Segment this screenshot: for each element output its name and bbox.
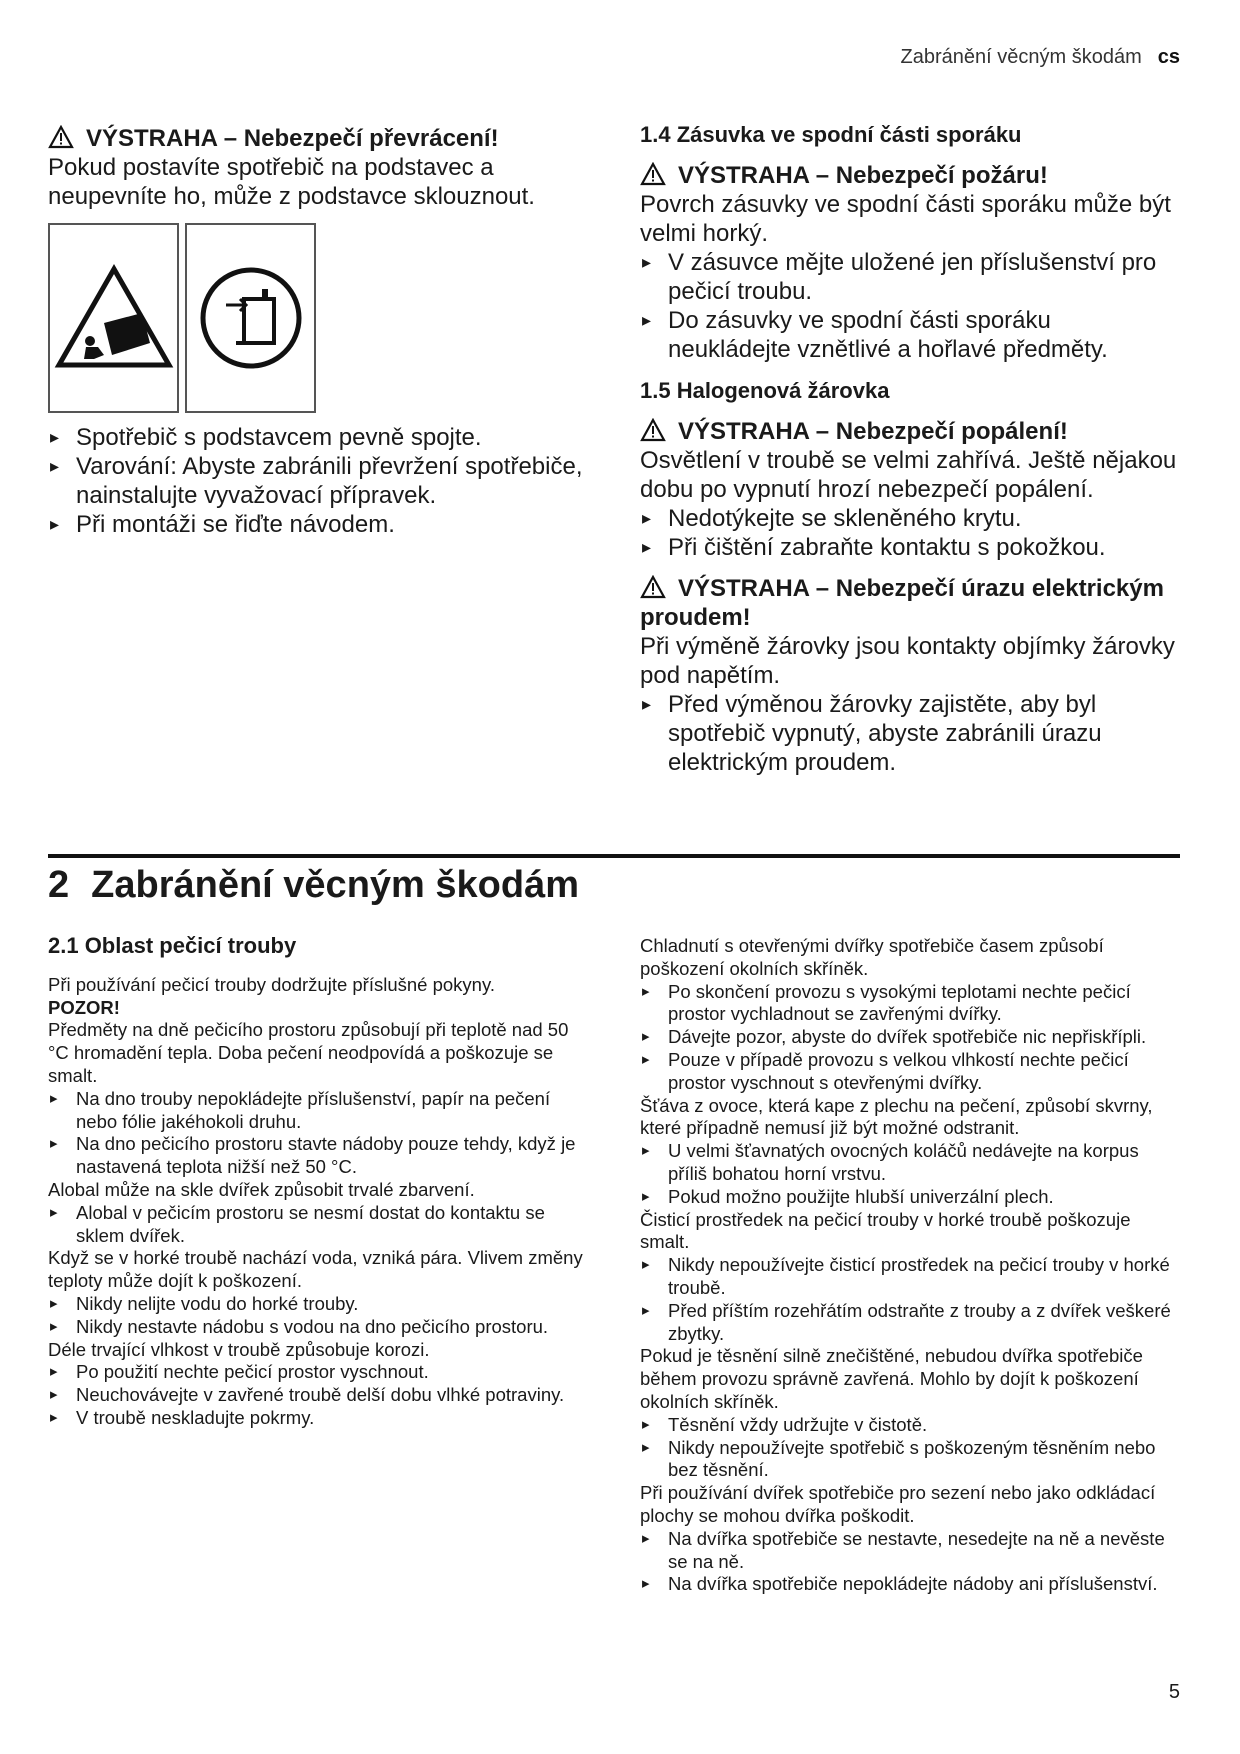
warning-icon <box>640 418 666 442</box>
tip-over-hazard-icon <box>54 263 174 373</box>
burn-warning <box>640 417 1180 446</box>
bullets <box>48 1293 588 1339</box>
list-item: ▸ Do zásuvky ve spodní části sporáku neukládejte vznětlivé a hořlavé předměty. <box>640 306 1180 364</box>
left-top-column <box>48 124 588 539</box>
warning-icon <box>640 575 666 599</box>
tip-over-pictogram <box>48 223 179 413</box>
list-item: ▸ Pokud možno použijte hlubší univerzální plech. <box>640 1186 1180 1209</box>
section2-left-column <box>48 935 588 1430</box>
section-2-1-title: 2.1 Oblast pečicí trouby <box>48 933 297 958</box>
bullets <box>48 1202 588 1248</box>
list-item: ▸ Pouze v případě provozu s velkou vlhkostí nechte pečicí prostor vyschnout s otevřenými dvířky. <box>640 1049 1180 1095</box>
paragraph: Pokud je těsnění silně znečištěné, nebudou dvířka spotřebiče během provozu správně zavřená. Mohlo by dojít k poškození okolních skříněk. <box>640 1345 1143 1412</box>
paragraph: Déle trvající vlhkost v troubě způsobuje korozi. <box>48 1338 430 1360</box>
section-1-4-title: 1.4 Zásuvka ve spodní části sporáku <box>640 122 1022 147</box>
list-item: ▸ Při montáži se řiďte návodem. <box>48 510 588 539</box>
list-item: ▸ Před výměnou žárovky zajistěte, aby byl spotřebič vypnutý, abyste zabránili úrazu elektrickým proudem. <box>640 690 1180 777</box>
tip-over-bullets <box>48 423 588 539</box>
list-item: ▸ Spotřebič s podstavcem pevně spojte. <box>48 423 588 452</box>
warning-icon <box>640 162 666 186</box>
list-item: ▸ Po použití nechte pečicí prostor vyschnout. <box>48 1361 588 1384</box>
shock-warning-label: VÝSTRAHA – Nebezpečí úrazu elektrickým proudem! <box>640 575 1164 631</box>
paragraph: Šťáva z ovoce, která kape z plechu na pečení, způsobí skvrny, které případně nemusí již být možné odstranit. <box>640 1094 1153 1139</box>
chapter-number: 2 <box>48 864 70 906</box>
burn-text: Osvětlení v troubě se velmi zahřívá. Ještě nějakou dobu po vypnutí hrozí nebezpečí popálení. <box>640 447 1177 503</box>
paragraph: Chladnutí s otevřenými dvířky spotřebiče časem způsobí poškození okolních skříněk. <box>640 935 1104 979</box>
fire-bullets <box>640 248 1180 364</box>
burn-bullets <box>640 504 1180 562</box>
shock-bullets <box>640 690 1180 777</box>
page-number: 5 <box>1168 1681 1180 1703</box>
fire-warning-label: VÝSTRAHA – Nebezpečí požáru! <box>678 162 1048 189</box>
list-item: ▸ Po skončení provozu s vysokými teplotami nechte pečicí prostor vychladnout se zavřenými dvířky. <box>640 981 1180 1027</box>
list-item: ▸ Neuchovávejte v zavřené troubě delší dobu vlhké potraviny. <box>48 1384 588 1407</box>
list-item: ▸ Nikdy nelijte vodu do horké trouby. <box>48 1293 588 1316</box>
list-item: ▸ Těsnění vždy udržujte v čistotě. <box>640 1414 1180 1437</box>
list-item: ▸ Na dvířka spotřebiče se nestavte, nesedejte na ně a nevěste se na ně. <box>640 1528 1180 1574</box>
list-item: ▸ Při čištění zabraňte kontaktu s pokožkou. <box>640 533 1180 562</box>
burn-warning-label: VÝSTRAHA – Nebezpečí popálení! <box>678 418 1068 445</box>
chapter-title <box>48 864 601 907</box>
list-item: ▸ Na dvířka spotřebiče nepokládejte nádoby ani příslušenství. <box>640 1573 1180 1596</box>
bullets <box>640 1254 1180 1345</box>
caution-label: POZOR! <box>48 996 120 1018</box>
anchor-pictogram <box>185 223 316 413</box>
section-divider <box>48 854 1180 858</box>
intro-text: Při používání pečicí trouby dodržujte příslušné pokyny. <box>48 973 495 995</box>
list-item: ▸ Nikdy nepoužívejte čisticí prostředek na pečicí trouby v horké troubě. <box>640 1254 1180 1300</box>
header-lang: cs <box>1157 46 1180 68</box>
tip-over-warning-label: VÝSTRAHA – Nebezpečí převrácení! <box>86 125 499 152</box>
list-item: ▸ Na dno pečicího prostoru stavte nádoby pouze tehdy, když je nastavená teplota nižší než 50 °C. <box>48 1133 588 1179</box>
fire-text: Povrch zásuvky ve spodní části sporáku může být velmi horký. <box>640 191 1171 247</box>
list-item: ▸ Alobal v pečicím prostoru se nesmí dostat do kontaktu se sklem dvířek. <box>48 1202 588 1248</box>
running-header <box>901 46 1180 69</box>
shock-text: Při výměně žárovky jsou kontakty objímky žárovky pod napětím. <box>640 633 1175 689</box>
warning-icon <box>48 125 74 149</box>
section-1-5-title: 1.5 Halogenová žárovka <box>640 378 890 403</box>
tip-over-text: Pokud postavíte spotřebič na podstavec a neupevníte ho, může z podstavce sklouznout. <box>48 154 535 210</box>
list-item: ▸ Varování: Abyste zabránili převržení spotřebiče, nainstalujte vyvažovací přípravek. <box>48 452 588 510</box>
list-item: ▸ Nedotýkejte se skleněného krytu. <box>640 504 1180 533</box>
list-item: ▸ Nikdy nepoužívejte spotřebič s poškozeným těsněním nebo bez těsnění. <box>640 1437 1180 1483</box>
right-top-column <box>640 120 1180 777</box>
list-item: ▸ V zásuvce mějte uložené jen příslušenství pro pečicí troubu. <box>640 248 1180 306</box>
shock-warning <box>640 574 1180 632</box>
section2-right-column <box>640 935 1180 1596</box>
paragraph: Alobal může na skle dvířek způsobit trvalé zbarvení. <box>48 1178 475 1200</box>
header-title: Zabránění věcným škodám <box>900 46 1142 68</box>
list-item: ▸ Na dno trouby nepokládejte příslušenství, papír na pečení nebo fólie jakéhokoli druhu. <box>48 1088 588 1134</box>
list-item: ▸ V troubě neskladujte pokrmy. <box>48 1407 588 1430</box>
tip-over-warning <box>48 124 588 153</box>
bullets <box>640 1528 1180 1596</box>
paragraph: Čisticí prostředek na pečicí trouby v horké troubě poškozuje smalt. <box>640 1208 1131 1253</box>
paragraph: Při používání dvířek spotřebiče pro sezení nebo jako odkládací plochy se mohou dvířka poškodit. <box>640 1482 1156 1526</box>
chapter-title-text: Zabránění věcným škodám <box>91 864 579 906</box>
list-item: ▸ Dávejte pozor, abyste do dvířek spotřebiče nic nepřiskřípli. <box>640 1026 1180 1049</box>
bullets <box>640 1140 1180 1208</box>
bullets <box>640 981 1180 1095</box>
bullets <box>640 1414 1180 1482</box>
anchor-device-icon <box>196 263 306 373</box>
paragraph: Když se v horké troubě nachází voda, vzniká pára. Vlivem změny teploty může dojít k poškození. <box>48 1247 583 1292</box>
fire-warning <box>640 161 1180 190</box>
list-item: ▸ Nikdy nestavte nádobu s vodou na dno pečicího prostoru. <box>48 1316 588 1339</box>
list-item: ▸ U velmi šťavnatých ovocných koláčů nedávejte na korpus příliš bohatou horní vrstvu. <box>640 1140 1180 1186</box>
paragraph: Předměty na dně pečicího prostoru způsobují při teplotě nad 50 °C hromadění tepla. Doba pečení neodpovídá a poškozuje se smalt. <box>48 1019 569 1086</box>
bullets <box>48 1088 588 1179</box>
bullets <box>48 1361 588 1429</box>
pictograms <box>48 223 588 413</box>
list-item: ▸ Před příštím rozehřátím odstraňte z trouby a z dvířek veškeré zbytky. <box>640 1300 1180 1346</box>
